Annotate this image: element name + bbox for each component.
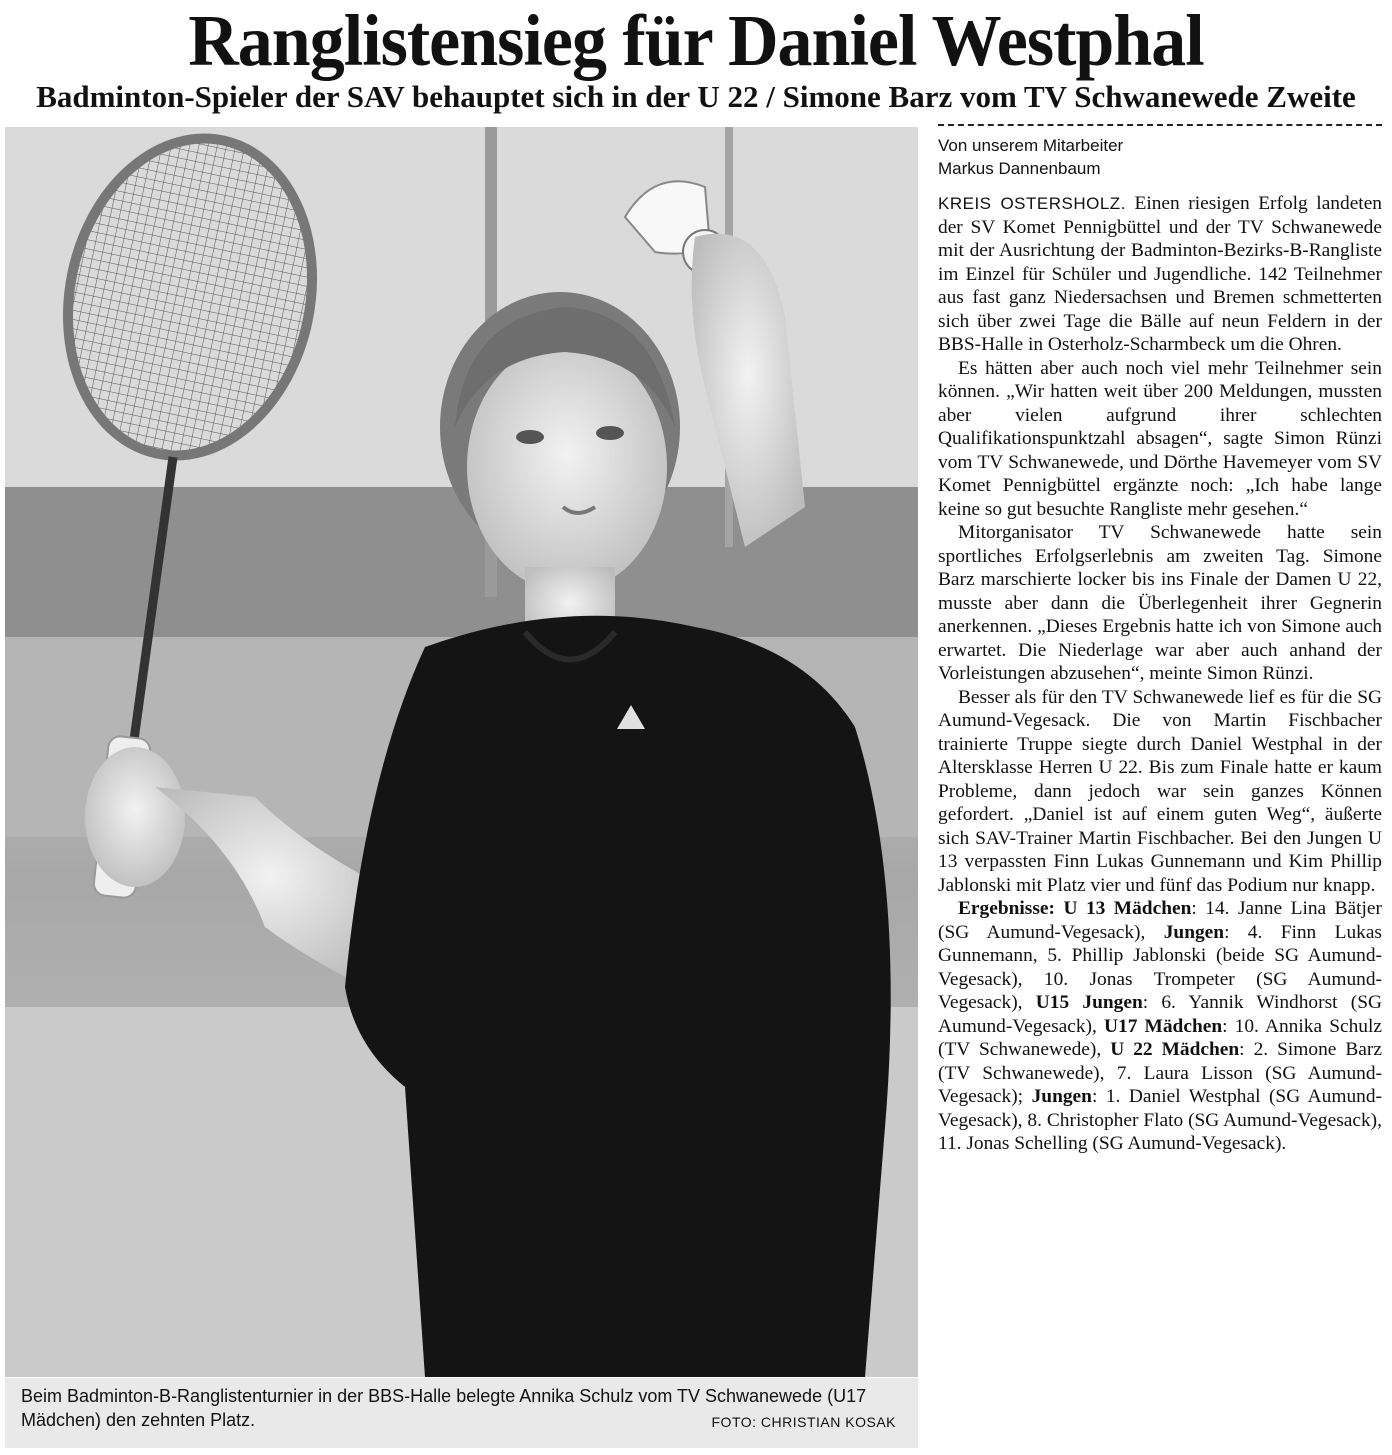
- photo-caption: [5, 1378, 918, 1448]
- column-divider: [938, 124, 1382, 126]
- results-u15j-text: : 6. Yannik Windhorst (SG Aumund-Vegesack),: [938, 992, 1382, 1037]
- byline-line-1: Von unserem Mitarbeiter: [938, 136, 1124, 155]
- photo-credit: FOTO: CHRISTIAN KOSAK: [711, 1414, 896, 1430]
- results-u13m-label: U 13 Mädchen: [1063, 898, 1192, 919]
- caption-text: Beim Badminton-B-Ranglistenturnier in der BBS-Halle belegte Annika Schulz vom TV Schwanewede (U17 Mädchen) den zehnten Platz.: [21, 1386, 867, 1430]
- article-paragraph-4: Besser als für den TV Schwanewede lief es für die SG Aumund-Vegesack. Die von Martin Fischbacher trainierte Truppe siegte durch Daniel Westphal in der Altersklasse Herren U 22. Bis zum Finale hatte er kaum Probleme, dann jedoch war sein ganzes Können gefordert. „Daniel ist auf einem guten Weg“, äußerte sich SAV-Trainer Martin Fischbacher. Bei den Jungen U 13 verpassten Finn Lukas Gunnemann und Kim Phillip Jablonski mit Platz vier und fünf das Podium nur knapp.: [938, 686, 1382, 896]
- article-paragraph-2: Es hätten aber auch noch viel mehr Teilnehmer sein können. „Wir hatten weit über 200 Meldungen, mussten aber vielen aufgrund ihrer schlechten Qualifikationspunktzahl absagen“, sagte Simon Rünzi vom TV Schwanewede, und Dörthe Havemeyer vom SV Komet Pennigbüttel ergänzte noch: „Ich habe lange keine so gut besuchte Rangliste mehr gesehen.“: [938, 357, 1382, 520]
- results-u17m-label: U17 Mädchen: [1104, 1015, 1223, 1037]
- byline-author: Markus Dannenbaum: [938, 159, 1101, 178]
- results-u22m-text: : 2. Simone Barz (TV Schwanewede), 7. Laura Lisson (SG Aumund-Vegesack);: [938, 1039, 1382, 1107]
- results-u13j-text: : 4. Finn Lukas Gunnemann, 5. Phillip Jablonski (beide SG Aumund-Vegesack), 10. Jonas Trompeter (SG Aumund-Vegesack),: [938, 921, 1382, 1013]
- paragraph-1-text: Einen riesigen Erfolg landeten der SV Komet Pennigbüttel und der TV Schwanewede mit der Ausrichtung der Badminton-Bezirks-B-Rangliste im Einzel für Schüler und Jugendliche. 142 Teilnehmer aus fast ganz Niedersachsen und Bremen schmetterten sich über zwei Tage die Bälle auf neun Feldern in der BBS-Halle in Osterholz-Scharmbeck um die Ohren.: [938, 193, 1382, 355]
- dateline: KREIS OSTERSHOLZ.: [938, 194, 1126, 213]
- results-u22j-label: Jungen: [1031, 1086, 1092, 1107]
- results-u13m-text: : 14. Janne Lina Bätjer (SG Aumund-Vegesack),: [938, 898, 1382, 943]
- results-u15j-label: U15 Jungen: [1035, 992, 1143, 1013]
- results-u17m-text: : 10. Annika Schulz (TV Schwanewede),: [938, 1015, 1382, 1060]
- results-u22j-text: : 1. Daniel Westphal (SG Aumund-Vegesack), 8. Christopher Flato (SG Aumund-Vegesack), 11. Jonas Schelling (SG Aumund-Vegesack).: [938, 1086, 1382, 1154]
- article-paragraph-3: Mitorganisator TV Schwanewede hatte sein sportliches Erfolgserlebnis am zweiten Tag. Simone Barz marschierte locker bis ins Finale der Damen U 22, musste aber dann die Überlegenheit ihrer Gegnerin anerkennen. „Dieses Ergebnis hatte ich von Simone auch erwartet. Die Niederlage war aber auch anhand der Vorleistungen abzusehen“, meinte Simon Rünzi.: [938, 522, 1382, 684]
- byline: [938, 134, 1382, 180]
- results-u13j-label: Jungen: [1163, 921, 1225, 943]
- article-paragraph-1: [938, 192, 1382, 357]
- subheadline: Badminton-Spieler der SAV behauptet sich in der U 22 / Simone Barz vom TV Schwanewede Zweite: [36, 79, 1356, 114]
- headline: Ranglistensieg für Daniel Westphal: [188, 1, 1204, 82]
- results-u22m-label: U 22 Mädchen: [1110, 1039, 1240, 1060]
- results-label: Ergebnisse:: [958, 898, 1055, 919]
- badminton-player-photo: [5, 127, 918, 1377]
- results-paragraph: [938, 897, 1382, 1156]
- article-column: [938, 120, 1382, 1156]
- article-photo: [5, 127, 918, 1377]
